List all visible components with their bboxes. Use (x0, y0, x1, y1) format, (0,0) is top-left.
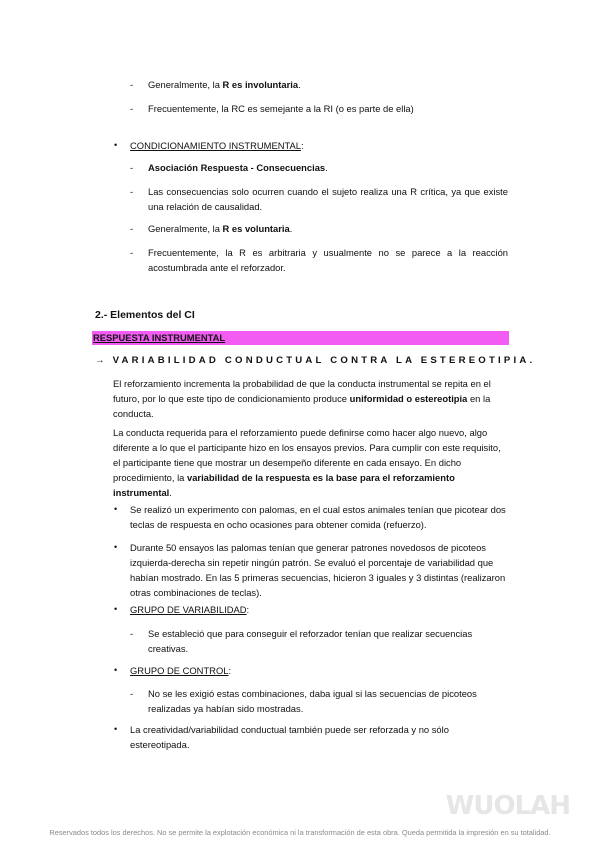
dash-marker: - (130, 688, 134, 699)
subheading (95, 353, 535, 368)
bullet-marker: • (114, 724, 118, 734)
bullet-marker: • (114, 604, 118, 614)
dash-marker: - (130, 79, 134, 90)
dash-marker: - (130, 223, 134, 234)
wuolah-logo: WUOLAH (445, 791, 570, 821)
dash-marker: - (130, 186, 134, 197)
bullet-marker: • (114, 542, 118, 552)
bullet-marker: • (114, 665, 118, 675)
section-heading: 2.- Elementos del CI (95, 309, 195, 321)
footer-notice: Reservados todos los derechos. No se permite la explotación económica ni la transformación de esta obra. Queda permitida la impresión en su totalidad. (49, 828, 551, 837)
ci-label: CONDICIONAMIENTO INSTRUMENTAL (130, 140, 302, 151)
band-label: RESPUESTA INSTRUMENTAL (93, 332, 226, 343)
dash-marker: - (130, 162, 134, 173)
bullet-marker: • (114, 140, 118, 150)
dash-marker: - (130, 628, 134, 639)
highlight-band (92, 331, 509, 345)
dash-marker: - (130, 247, 134, 258)
bullet-marker: • (114, 504, 118, 514)
subheading-text: VARIABILIDAD CONDUCTUAL CONTRA LA ESTEREOTIPIA. (112, 355, 536, 366)
paragraph: La conducta requerida para el reforzamiento puede definirse como hacer algo nuevo, algo diferente a lo que el participante hizo en los ensayos previos. Para cumplir con este requisito, el participante tiene que mostrar un desempeño diferente en cada ensayo. En dicho procedimiento, la variabilidad de la respuesta es la base para el reforzamiento instrumental. (113, 427, 501, 498)
dash-marker: - (130, 103, 134, 114)
arrow-icon: → (95, 355, 105, 366)
paragraph: El reforzamiento incrementa la probabilidad de que la conducta instrumental se repita en el futuro, por lo que este tipo de condicionamiento produce uniformidad o estereotipia en la conducta. (113, 378, 491, 419)
